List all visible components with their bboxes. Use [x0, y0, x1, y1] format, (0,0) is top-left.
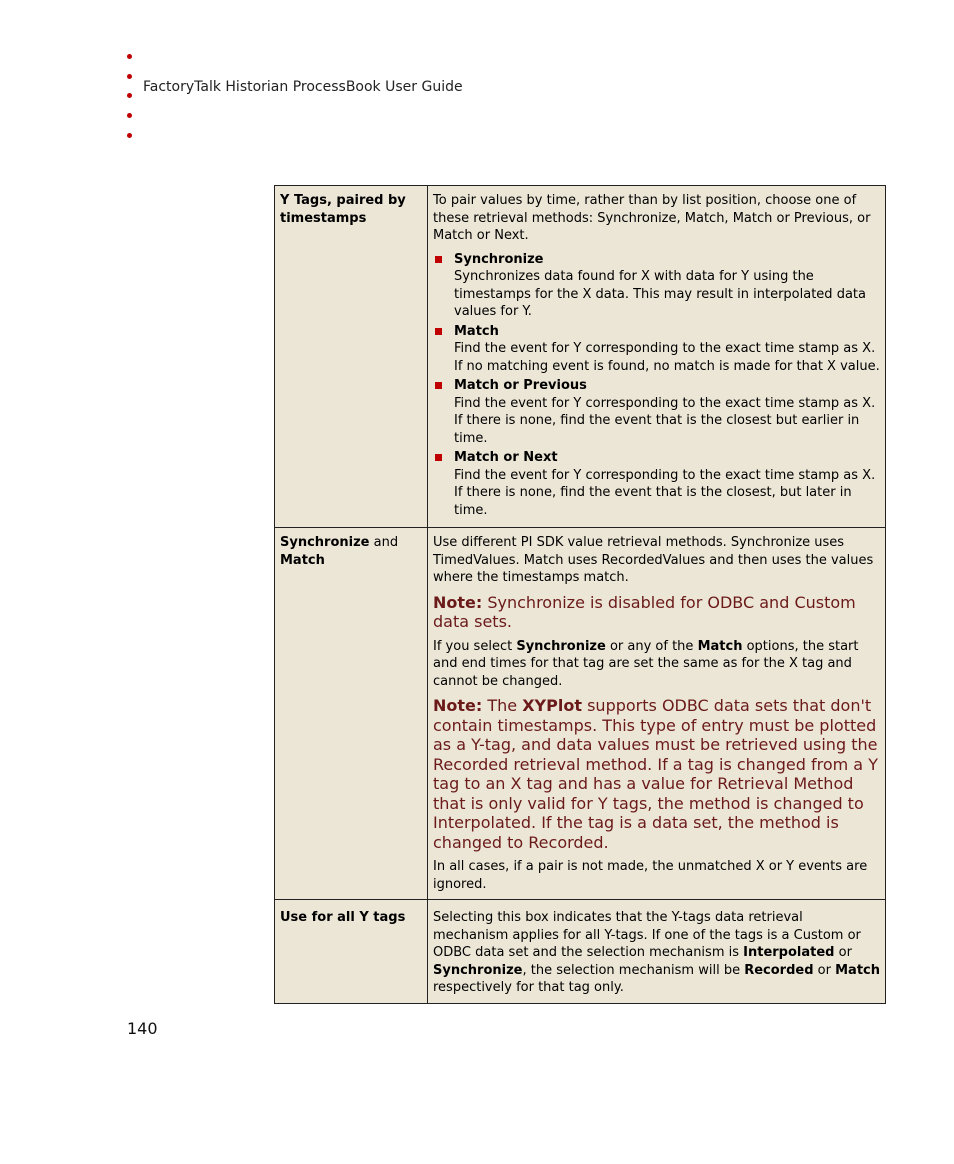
note-text: supports ODBC data sets that don't contain timestamps. This type of entry must be plotted as a Y-tag, and data values must be retrieved using the Recorded retrieval method. If a tag is changed from a Y tag to an X tag and has a value for Retrieval Method that is only valid for Y tags, the method is changed to Interpolated. If the tag is a data set, the method is changed to Recorded.	[433, 696, 878, 852]
description-paragraph	[433, 909, 880, 997]
item-title: Match or Next	[454, 450, 558, 465]
text-bold: Match	[697, 638, 743, 654]
item-title: Match or Previous	[454, 378, 587, 393]
text-run: or any of the	[605, 638, 698, 654]
note	[433, 696, 880, 852]
term-label: Y Tags, paired by timestamps	[280, 193, 406, 226]
text-run: or	[834, 945, 852, 960]
page-number: 140	[127, 1019, 158, 1038]
text-bold: Interpolated	[743, 945, 835, 960]
note-text: The	[482, 696, 523, 715]
description-paragraph: Use different PI SDK value retrieval methods. Synchronize uses TimedValues. Match uses RecordedValues and then uses the values where the timestamps match.	[433, 535, 874, 585]
text-bold: Match	[835, 962, 880, 978]
item-text: Find the event for Y corresponding to the exact time stamp as X. If no matching event is found, no match is made for that X value.	[454, 341, 880, 374]
text-run: If you select	[433, 638, 517, 654]
text-bold: Synchronize	[433, 962, 523, 978]
list-item	[433, 323, 880, 376]
note-bold: XYPlot	[522, 696, 582, 715]
note	[433, 593, 880, 632]
table-row	[275, 900, 886, 1004]
description-cell	[428, 186, 886, 528]
running-header: FactoryTalk Historian ProcessBook User Guide	[143, 79, 463, 95]
description-paragraph: In all cases, if a pair is not made, the unmatched X or Y events are ignored.	[433, 859, 868, 892]
list-item	[433, 251, 880, 321]
description-cell	[428, 528, 886, 900]
table-row	[275, 528, 886, 900]
item-text: Find the event for Y corresponding to the exact time stamp as X. If there is none, find the event that is the closest but earlier in time.	[454, 395, 876, 446]
bullet-icon	[127, 93, 132, 98]
description-cell	[428, 900, 886, 1004]
note-label: Note:	[433, 696, 483, 715]
term-text: and	[369, 535, 399, 550]
bullet-icon	[127, 113, 132, 118]
item-text: Synchronizes data found for X with data for Y using the timestamps for the X data. This may result in interpolated data values for Y.	[454, 269, 866, 319]
description-intro: To pair values by time, rather than by list position, choose one of these retrieval methods: Synchronize, Match, Match or Previous, or Match or Next.	[433, 193, 871, 243]
list-item	[433, 377, 880, 447]
text-run: options, the start and end times for that tag are set the same as for the X tag and cannot be changed.	[433, 638, 859, 689]
text-run: or	[813, 962, 836, 978]
list-item	[433, 449, 880, 519]
note-label: Note:	[433, 592, 483, 612]
bullet-icon	[127, 133, 132, 138]
item-text: Find the event for Y corresponding to the exact time stamp as X. If there is none, find the event that is the closest, but later in time.	[454, 467, 876, 518]
text-run: , the selection mechanism will be	[522, 962, 745, 978]
item-title: Match	[454, 323, 499, 339]
item-title: Synchronize	[454, 251, 544, 267]
text-run: respectively for that tag only.	[433, 980, 624, 995]
term-bold: Synchronize	[280, 535, 370, 550]
term-cell	[275, 900, 428, 1004]
retrieval-method-list	[433, 251, 880, 520]
options-table	[274, 185, 886, 1004]
text-bold: Synchronize	[516, 638, 606, 654]
text-run: Selecting this box indicates that the Y-tags data retrieval mechanism applies for all Y-tags. If one of the tags is a Custom or ODBC data set and the selection mechanism is	[433, 910, 861, 960]
term-label: Use for all Y tags	[280, 910, 406, 925]
term-cell	[275, 186, 428, 528]
note-text: Synchronize is disabled for ODBC and Custom data sets.	[433, 592, 856, 631]
description-paragraph	[433, 638, 880, 691]
bullet-icon	[127, 74, 132, 79]
bullet-icon	[127, 54, 132, 59]
text-bold: Recorded	[744, 962, 814, 978]
term-cell	[275, 528, 428, 900]
term-bold: Match	[280, 552, 325, 568]
table-row	[275, 186, 886, 528]
